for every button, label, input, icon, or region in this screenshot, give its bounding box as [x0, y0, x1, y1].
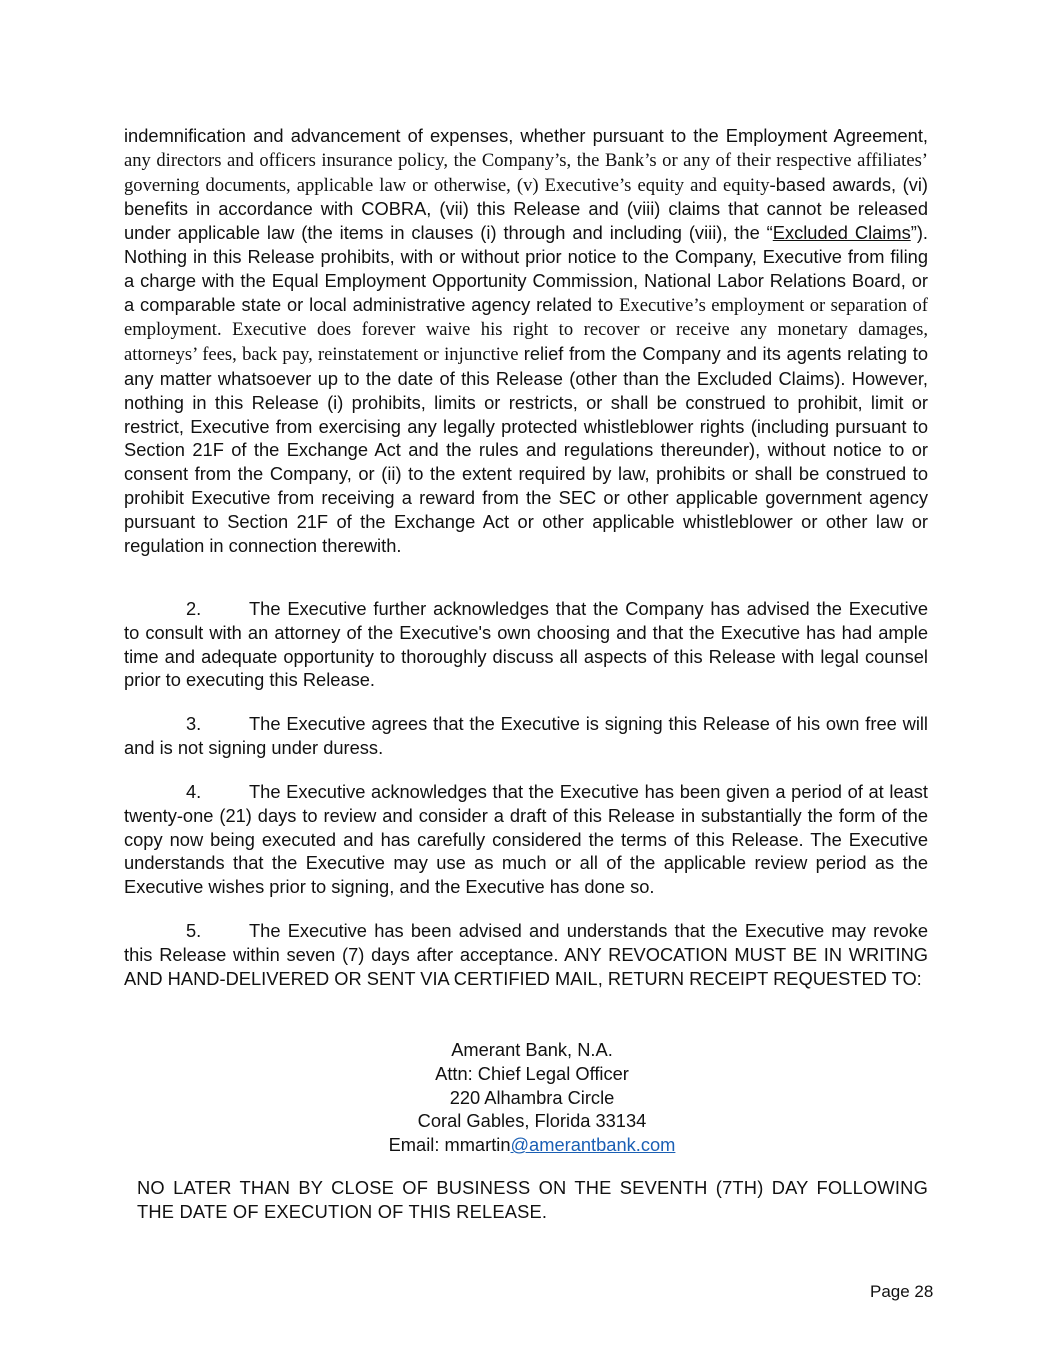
section-number: 2.	[186, 598, 202, 619]
revocation-deadline: NO LATER THAN BY CLOSE OF BUSINESS ON THE SEVENTH (7TH) DAY FOLLOWING THE DATE OF EXECUTION OF THIS RELEASE.	[137, 1177, 928, 1222]
address-attn: Attn: Chief Legal Officer	[435, 1062, 629, 1084]
revocation-address-block	[124, 1038, 940, 1157]
address-city: Coral Gables, Florida 33134	[417, 1110, 647, 1132]
section-5	[124, 919, 928, 990]
paragraph-text-serif: Executive’s employment or separation of employment. Executive does forever waive his right to recover or receive any monetary damages, attorneys’ fees, back pay, reinstatement or injunctive	[124, 294, 928, 366]
paragraph-text: based awards, (vi) benefits in accordance with COBRA, (vii) this Release and (viii) claims that cannot be released under applicable law (the items in clauses (i) through and including (viii), the “	[124, 173, 929, 244]
paragraph-text: relief from the Company and its agents relating to any matter whatsoever up to the date of this Release (other than the Excluded Claims). However, nothing in this Release (i) prohibits, limits or restricts, or shall be construed to prohibit, limit or restrict, Executive from exercising any legally protected whistleblower rights (including pursuant to Section 21F of the Exchange Act and the rules and regulations thereunder), without notice to or consent from the Company, or (ii) to the extent required by law, prohibits or shall be construed to prohibit Executive from receiving a reward from the SEC or other applicable government agency pursuant to Section 21F of the Exchange Act or other applicable whistleblower or other law or regulation in connection therewith.	[124, 343, 928, 556]
paragraph-text: ”). Nothing in this Release prohibits, with or without prior notice to the Company, Executive from filing a charge with the Equal Employment Opportunity Commission, National Labor Relations Board, or a comparable state or local administrative agency related to	[124, 222, 928, 315]
defined-term-excluded-claims: Excluded Claims	[772, 222, 911, 244]
section-3	[124, 712, 928, 760]
page-number: Page 28	[870, 1282, 934, 1301]
address-street: 220 Alhambra Circle	[449, 1086, 615, 1108]
paragraph-text: indemnification and advancement of expenses, whether pursuant to the Employment Agreement,	[124, 125, 928, 146]
section-text: The Executive acknowledges that the Executive has been given a period of at least twenty-one (21) days to review and consider a draft of this Release in substantially the form of the copy now being executed and has carefully considered the terms of this Release. The Executive understands that the Executive may use as much or all of the applicable review period as the Executive wishes prior to signing, and the Executive has done so.	[124, 781, 928, 898]
address-name: Amerant Bank, N.A.	[451, 1039, 613, 1060]
paragraph-text-serif: any directors and officers insurance policy, the Company’s, the Bank’s or any of their respective affiliates’ governing documents, applicable law or otherwise, (v) Executive’s equity and equity-	[124, 149, 928, 196]
section-text: The Executive agrees that the Executive is signing this Release of his own free will and is not signing under duress.	[124, 713, 928, 758]
section-number: 5.	[186, 920, 202, 941]
release-paragraph-continued	[124, 124, 928, 557]
section-number: 3.	[186, 713, 202, 734]
section-text: The Executive further acknowledges that the Company has advised the Executive to consult with an attorney of the Executive's own choosing and that the Executive has had ample time and adequate opportunity to thoroughly discuss all aspects of this Release with legal counsel prior to executing this Release.	[124, 598, 928, 691]
section-4	[124, 780, 928, 899]
section-text: The Executive has been advised and understands that the Executive may revoke this Release within seven (7) days after acceptance. ANY REVOCATION MUST BE IN WRITING AND HAND-DELIVERED OR SENT VIA CERTIFIED MAIL, RETURN RECEIPT REQUESTED TO:	[124, 920, 928, 989]
section-number: 4.	[186, 781, 202, 802]
address-email	[124, 1133, 940, 1157]
email-link[interactable]: @amerantbank.com	[510, 1134, 676, 1156]
section-2	[124, 597, 928, 692]
email-label: Email: mmartin	[388, 1134, 511, 1156]
